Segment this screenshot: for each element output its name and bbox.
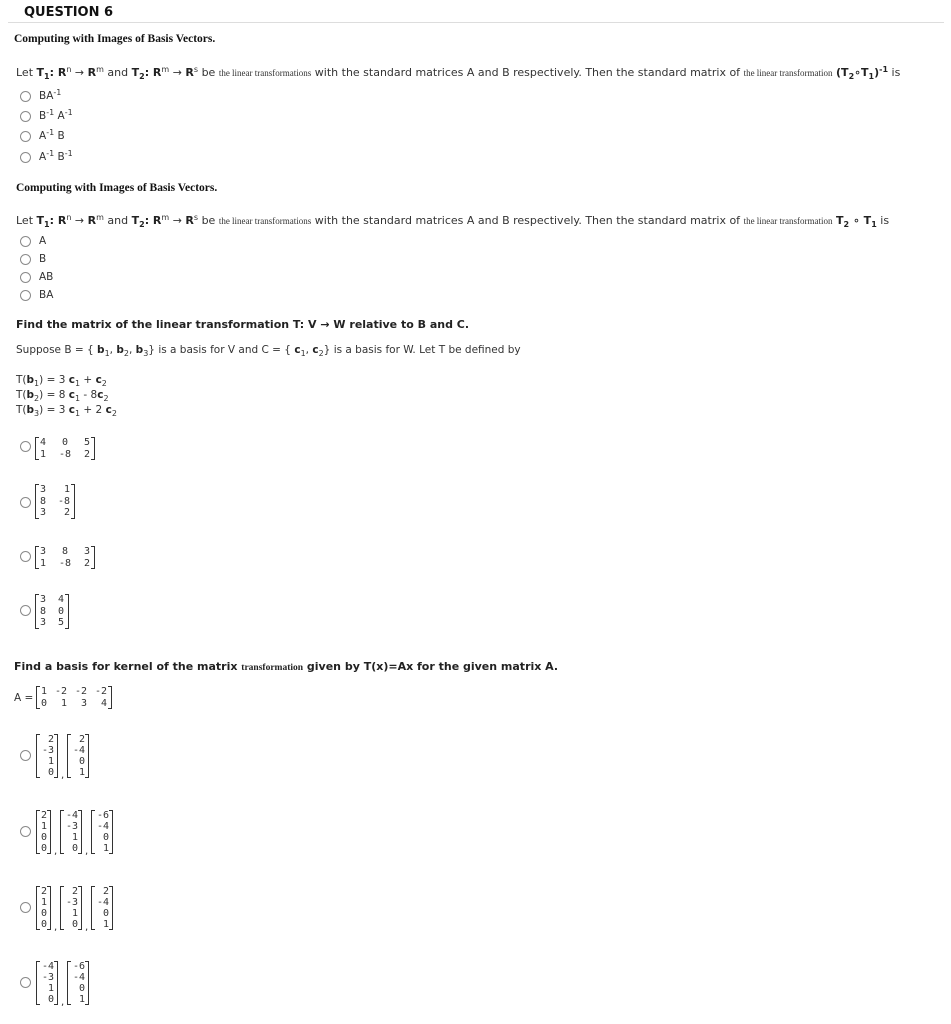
q3-option-1-matrix: 4 0 5 1 -8 2 [35,437,95,460]
q2-option-1[interactable]: A [20,234,46,247]
q4-option-4-radio[interactable] [20,977,31,988]
q4-option-4-vector-2: -6 -4 0 1 [67,961,89,1005]
q1-option-4[interactable]: $A^{-1}$ $B^{-1}$ [20,149,73,163]
q3-option-1-radio[interactable] [20,441,31,452]
q3-option-3-radio[interactable] [20,551,31,562]
question-number: QUESTION 6 [24,5,114,20]
q3-title: Find the matrix of the linear transformation T: V → W relative to B and C. [16,318,470,331]
q1-title: Computing with Images of Basis Vectors. [14,33,216,45]
q2-option-2[interactable]: B [20,252,46,265]
q3-eq3: $T(b_3) = 3$ $c_1 + 2$ $c_2$ [16,404,117,418]
q4-option-1-vector-1: 2 -3 1 0 [36,734,58,778]
divider [8,22,944,23]
separator-comma: , [61,770,65,781]
q4-option-3-vector-3: 2 -4 0 1 [91,886,113,930]
radio-button[interactable] [20,131,31,142]
q4-option-3-vector-2: 2 -3 1 0 [60,886,82,930]
separator-comma: , [54,922,58,933]
q3-option-3-matrix: 3 8 3 1 -8 2 [35,546,95,569]
q4-option-2-vector-2: -4 -3 1 0 [60,810,82,854]
q4-a-label: A = [14,692,34,704]
q2-option-3[interactable]: AB [20,270,53,283]
q4-option-1-vector-2: 2 -4 0 1 [67,734,89,778]
q4-option-2-radio[interactable] [20,826,31,837]
q1-option-3[interactable]: $A^{-1}$ B [20,128,65,142]
q2-title: Computing with Images of Basis Vectors. [16,182,218,194]
radio-button[interactable] [20,111,31,122]
q3-option-4-radio[interactable] [20,605,31,616]
q3-eq1: $T(b_1) = 3$ $c_1 + c_2$ [16,374,107,388]
q4-option-2-vector-1: 2 1 0 0 [36,810,51,854]
q3-option-2-radio[interactable] [20,497,31,508]
q3-option-2-matrix: 3 1 8 -8 3 2 [35,484,75,519]
q1-option-1[interactable]: $BA^{-1}$ [20,88,61,102]
q1-let: Let [16,66,34,79]
q4-option-2-vector-3: -6 -4 0 1 [91,810,113,854]
q1-option-2[interactable]: $B^{-1}$ $A^{-1}$ [20,108,73,122]
q2-option-4[interactable]: BA [20,288,53,301]
radio-button[interactable] [20,152,31,163]
separator-comma: , [85,846,89,857]
q4-option-4-vector-1: -4 -3 1 0 [36,961,58,1005]
q4-option-3-radio[interactable] [20,902,31,913]
q4-title: Find a basis for kernel of the matrix transformation given by T(x)=Ax for the given matrix A. [14,660,559,673]
radio-button[interactable] [20,91,31,102]
q4-matrix-a: 1 -2 -2 -2 0 1 3 4 [36,686,112,709]
separator-comma: , [54,846,58,857]
q3-suppose: Suppose B = { $b_1$, $b_2$, $b_3$} is a basis for V and C = { $c_1$, $c_2$} is a basis for W. Let T be defined by [16,344,521,358]
q1-prompt: Let $T_1$: $R^n \to R^m$ and $T_2$: $R^m \to R^s$ be the linear transformations with the standard matrices A and B respectively. Then the standard matrix of the linear transformation $(T_2\circ T_1)^{-1}$ is [16,65,901,81]
radio-button[interactable] [20,254,31,265]
radio-button[interactable] [20,236,31,247]
q4-option-1-radio[interactable] [20,750,31,761]
q3-option-4-matrix: 3 4 8 0 3 5 [35,594,69,629]
radio-button[interactable] [20,290,31,301]
separator-comma: , [85,922,89,933]
q4-option-3-vector-1: 2 1 0 0 [36,886,51,930]
radio-button[interactable] [20,272,31,283]
q2-prompt: Let $T_1$: $R^n \to R^m$ and $T_2$: $R^m \to R^s$ be the linear transformations with the standard matrices A and B respectively. Then the standard matrix of the linear transformation $T_2$ ∘ $T_1$ is [16,213,890,229]
separator-comma: , [61,997,65,1008]
q3-eq2: $T(b_2) = 8$ $c_1 - 8c_2$ [16,389,109,403]
